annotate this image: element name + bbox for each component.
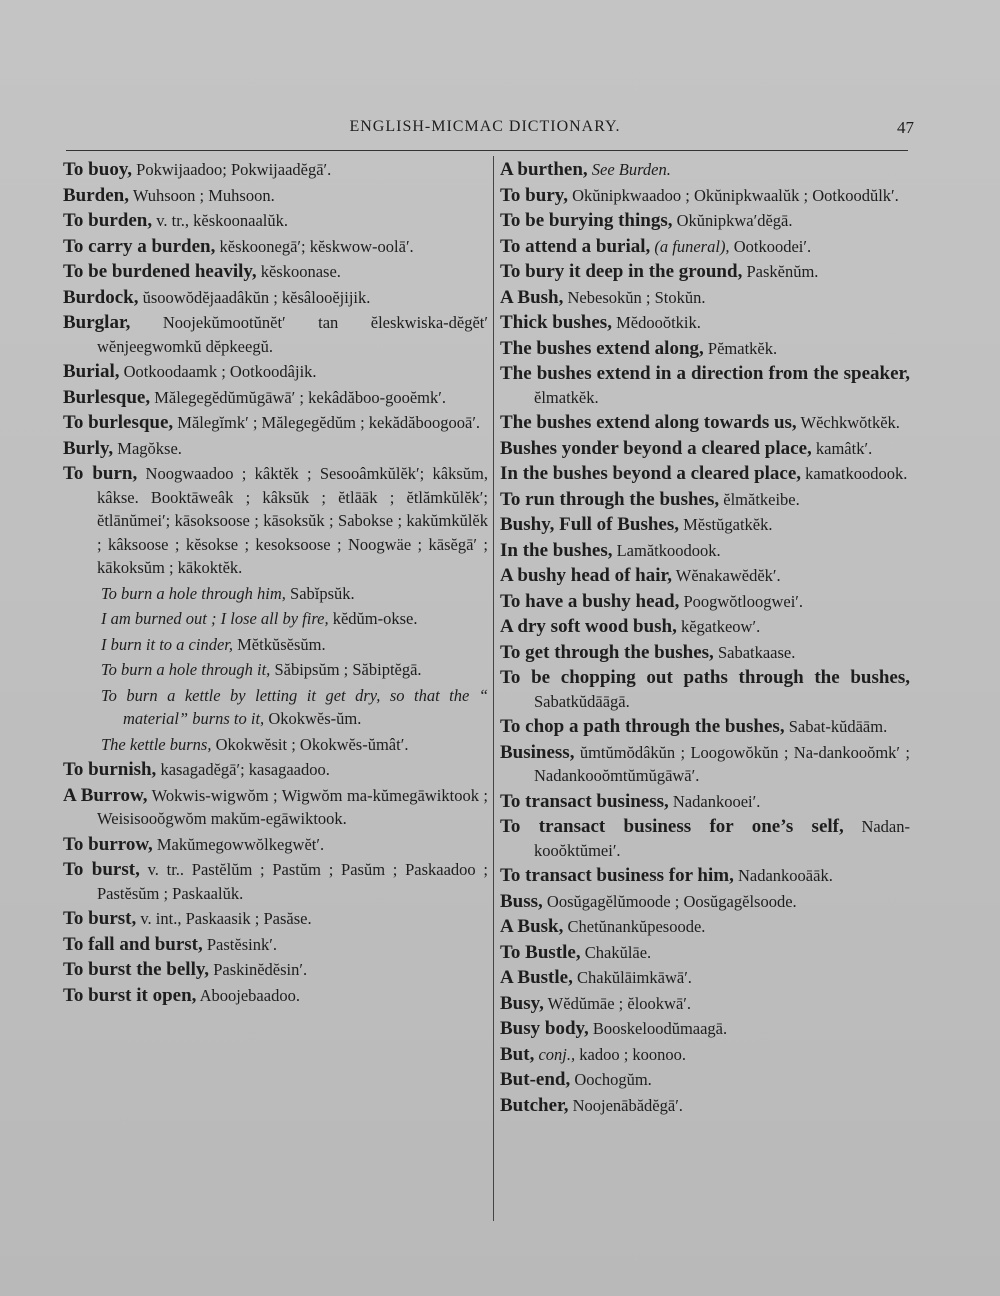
entry-headword: To be burying things,: [500, 210, 673, 231]
entry-definition: Pĕmatkĕk.: [703, 338, 778, 358]
dictionary-entry: [500, 1017, 910, 1041]
dictionary-entry: [500, 209, 910, 233]
entry-definition: Noogwaadoo ; kâktĕk ; Sesooâmkŭlĕk′; kâksŭm, kâkse. Booktāweâk ; kâksŭk ; ĕtlāāk ; ĕtlămkŭlĕk′; ĕtlānŭmei′; kāsoksoose ; kāsoksŭk ; Sabokse ; kakŭmkŭlĕk ; kâksoose ; kĕsokse ; kesoksoose ; Noogwäe ; kāsĕgā′ ; kākoksŭm ; kākoktĕk.: [97, 464, 489, 577]
entry-headword: Butcher,: [500, 1094, 569, 1116]
entry-definition: Oosŭgagĕlŭmoode ; Oosŭgagĕlsoode.: [542, 891, 797, 911]
entry-definition: Oochogŭm.: [570, 1070, 652, 1089]
entry-definition: Sabat-kŭdāām.: [784, 717, 888, 736]
entry-definition: Noojekŭmootŭnĕt′ tan ĕleskwiska-dĕgĕt′ wĕnjeegwomkŭ dĕpkeegŭ.: [97, 313, 488, 356]
dictionary-entry: [63, 984, 488, 1008]
entry-definition: Mĕtkŭsĕsŭm.: [233, 634, 326, 654]
entry-headword: Busy body,: [500, 1018, 589, 1039]
entry-definition: Aboojebaadoo.: [196, 985, 300, 1005]
entry-headword: To burlesque,: [63, 412, 174, 433]
dictionary-entry: [63, 958, 488, 982]
dictionary-entry: [500, 539, 910, 563]
entry-headword: To transact business,: [500, 790, 669, 812]
entry-headword: Burly,: [63, 437, 114, 459]
entry-headword: Burglar,: [63, 312, 131, 333]
entry-definition: Mălegegĕdŭmŭgāwā′ ; kekâdăboo-gooĕmk′.: [150, 387, 446, 407]
entry-definition: Pastĕsink′.: [202, 934, 277, 954]
entry-headword: To be chopping out paths through the bushes,: [500, 667, 910, 688]
dictionary-entry: [63, 462, 488, 580]
dictionary-entry: [500, 1068, 910, 1092]
entry-definition: Chakŭlāimkāwā′.: [572, 968, 692, 987]
dictionary-entry: [63, 658, 488, 682]
entry-definition: Paskĕnŭm.: [742, 262, 819, 281]
entry-definition: kĕskoonase.: [256, 262, 341, 281]
dictionary-entry: [63, 833, 488, 857]
entry-definition: Lamătkoodook.: [612, 540, 721, 560]
dictionary-entry: [500, 1094, 910, 1118]
entry-definition: Makŭmegowwŏlkegwĕt′.: [152, 834, 325, 854]
entry-definition: Okokwĕsit ; Okokwĕs-ŭmât′.: [211, 734, 409, 754]
dictionary-entry: [500, 815, 910, 862]
dictionary-entry: [500, 184, 910, 208]
entry-headword: A Bush,: [500, 286, 564, 308]
dictionary-entry: [63, 733, 488, 757]
entry-definition: Nadankooāāk.: [733, 866, 833, 885]
entry-definition: v. tr., kĕskoonaalŭk.: [152, 211, 289, 230]
entry-definition: Nadan-kooŏktŭmei′.: [534, 817, 911, 860]
entry-definition: Okŭnipkwa′dĕgā.: [672, 211, 793, 230]
dictionary-entry: [63, 235, 488, 259]
entry-definition: Booskeloodŭmaagā.: [588, 1019, 728, 1038]
entry-definition: Wokwis-wigwŏm ; Wigwŏm ma-kŭmegāwiktook ; Weisisooŏgwŏm makŭm-egāwiktook.: [97, 785, 488, 828]
entry-headword: To fall and burst,: [63, 933, 203, 955]
dictionary-entry: [500, 311, 910, 335]
entry-definition: Okŭnipkwaadoo ; Okŭnipkwaalŭk ; Ootkoodŭlk′.: [567, 185, 899, 205]
entry-headword: To burn,: [63, 463, 138, 484]
entry-italic-phrase: I burn it to a cinder,: [101, 634, 233, 654]
page-header: [60, 118, 914, 140]
dictionary-entry: [63, 184, 488, 208]
entry-headword: Burial,: [63, 361, 120, 382]
dictionary-entry: [500, 790, 910, 814]
dictionary-entry: [500, 590, 910, 614]
dictionary-entry: [63, 633, 488, 657]
entry-headword: To burden,: [63, 210, 153, 231]
entry-headword: To bury it deep in the ground,: [500, 261, 743, 282]
dictionary-entry: [500, 715, 910, 739]
page-number: 47: [897, 118, 914, 137]
header-rule: [66, 150, 908, 151]
entry-italic-phrase: See Burden.: [587, 160, 671, 179]
entry-headword: Burdock,: [63, 286, 139, 308]
entry-headword: Business,: [500, 741, 575, 763]
dictionary-entry: [63, 582, 488, 606]
entry-definition: ŭsoowŏdĕjaadâkŭn ; kĕsâlooĕjijik.: [138, 287, 371, 307]
dictionary-entry: [63, 209, 488, 233]
dictionary-entry: [500, 437, 910, 461]
entry-definition: kasagadĕgā′; kasagaadoo.: [156, 760, 330, 779]
dictionary-entry: [500, 362, 910, 409]
dictionary-entry: [500, 286, 910, 310]
dictionary-entry: [500, 158, 910, 182]
dictionary-entry: [63, 907, 488, 931]
dictionary-entry: [500, 966, 910, 990]
entry-headword: A burthen,: [500, 159, 588, 180]
dictionary-entry: [500, 462, 910, 486]
entry-headword: In the bushes,: [500, 539, 613, 561]
entry-headword: Bushes yonder beyond a cleared place,: [500, 437, 812, 459]
entry-definition: ŭmtŭmŏdâkŭn ; Loogowŏkŭn ; Na-dankooŏmk′ ; Nadankooŏmtŭmŭgāwā′.: [534, 742, 910, 785]
entry-definition: Wĕdŭmāe ; ĕlookwā′.: [543, 993, 692, 1013]
entry-italic-phrase: (a funeral),: [650, 236, 730, 256]
entry-definition: Sabĭpsŭk.: [285, 583, 355, 603]
dictionary-entry: [63, 260, 488, 284]
dictionary-entry: [63, 286, 488, 310]
dictionary-entry: [500, 411, 910, 435]
entry-definition: v. int., Paskaasik ; Pasăse.: [136, 909, 312, 928]
entry-definition: kadoo ; koonoo.: [575, 1044, 687, 1064]
entry-definition: Wĕchkwŏtkĕk.: [796, 413, 900, 432]
dictionary-entry: [63, 158, 488, 182]
running-title: ENGLISH-MICMAC DICTIONARY.: [349, 118, 621, 135]
entry-definition: kĕgatkeow′.: [676, 617, 761, 636]
entry-headword: Thick bushes,: [500, 312, 612, 333]
entry-definition: Săbipsŭm ; Săbiptĕgā.: [270, 660, 422, 679]
entry-headword: A Bustle,: [500, 967, 573, 988]
entry-headword: To get through the bushes,: [500, 641, 714, 663]
entry-headword: But,: [500, 1043, 535, 1065]
entry-definition: ĕlmătkeibe.: [719, 489, 800, 509]
entry-headword: To run through the bushes,: [500, 488, 720, 510]
entry-definition: Okokwĕs-ŭm.: [264, 709, 362, 728]
entry-headword: A Burrow,: [63, 784, 148, 806]
dictionary-entry: [63, 311, 488, 358]
entry-definition: kĕskoonegā′; kĕskwow-oolā′.: [215, 236, 414, 256]
right-column: [500, 158, 910, 1119]
dictionary-entry: [63, 858, 488, 905]
dictionary-entry: [500, 488, 910, 512]
entry-headword: To attend a burial,: [500, 235, 651, 257]
entry-definition: Ootkoodaamk ; Ootkoodâjik.: [119, 362, 317, 381]
entry-definition: Pokwijaadoo; Pokwijaadĕgā′.: [132, 160, 332, 179]
entry-headword: Burlesque,: [63, 386, 151, 408]
dictionary-entry: [500, 513, 910, 537]
entry-headword: To have a bushy head,: [500, 590, 680, 612]
dictionary-entry: [63, 411, 488, 435]
entry-definition: Wuhsoon ; Muhsoon.: [129, 185, 275, 205]
entry-definition: Wĕnakawĕdĕk′.: [671, 566, 781, 585]
dictionary-entry: [500, 941, 910, 965]
dictionary-entry: [63, 758, 488, 782]
dictionary-entry: [500, 864, 910, 888]
dictionary-entry: [63, 386, 488, 410]
dictionary-entry: [500, 337, 910, 361]
entry-headword: To burst the belly,: [63, 959, 210, 980]
dictionary-entry: [500, 915, 910, 939]
entry-headword: A bushy head of hair,: [500, 565, 672, 586]
entry-headword: Buss,: [500, 890, 543, 912]
dictionary-entry: [63, 360, 488, 384]
entry-definition: ĕlmatkĕk.: [534, 387, 599, 407]
dictionary-entry: [500, 564, 910, 588]
dictionary-entry: [500, 235, 910, 259]
entry-headword: To burnish,: [63, 759, 157, 780]
dictionary-entry: [63, 933, 488, 957]
entry-italic-phrase: conj.,: [534, 1044, 576, 1064]
entry-headword: To Bustle,: [500, 941, 581, 963]
entry-headword: Burden,: [63, 184, 129, 206]
entry-definition: Sabatkaase.: [713, 642, 796, 662]
entry-headword: To be burdened heavily,: [63, 261, 257, 282]
entry-headword: The bushes extend along,: [500, 337, 704, 359]
entry-headword: To chop a path through the bushes,: [500, 716, 785, 737]
entry-headword: To buoy,: [63, 159, 133, 180]
entry-headword: To transact business for one’s self,: [500, 816, 844, 837]
entry-headword: A Busk,: [500, 916, 564, 937]
dictionary-entry: [63, 684, 488, 731]
entry-headword: To carry a burden,: [63, 235, 216, 257]
entry-headword: The bushes extend along towards us,: [500, 412, 797, 433]
dictionary-entry: [63, 437, 488, 461]
entry-italic-phrase: The kettle burns,: [101, 734, 212, 754]
entry-headword: To burrow,: [63, 833, 153, 855]
dictionary-entry: [500, 641, 910, 665]
entry-definition: Sabatkŭdāāgā.: [534, 691, 630, 711]
entry-italic-phrase: To burn a kettle by letting it get dry, so that the “ material” burns to it,: [101, 685, 488, 728]
entry-definition: Mĕdooŏtkik.: [611, 313, 701, 332]
entry-headword: To transact business for him,: [500, 865, 734, 886]
dictionary-entry: [500, 1043, 910, 1067]
entry-definition: Chetŭnankŭpesoode.: [563, 917, 706, 936]
entry-definition: Ootkoodei′.: [729, 236, 812, 256]
entry-definition: Magŏkse.: [113, 438, 182, 458]
entry-italic-phrase: To burn a hole through him,: [101, 583, 286, 603]
dictionary-entry: [500, 260, 910, 284]
entry-headword: To burst,: [63, 859, 140, 880]
left-column: [63, 158, 488, 1009]
entry-definition: Mălegĭmk′ ; Mălegegĕdŭm ; kekădăboogooā′.: [173, 413, 481, 432]
dictionary-entry: [63, 607, 488, 631]
entry-definition: Nadankooei′.: [668, 791, 761, 811]
dictionary-entry: [500, 741, 910, 788]
entry-definition: kamatkoodook.: [801, 464, 908, 483]
dictionary-entry: [500, 615, 910, 639]
entry-definition: Noojenābădĕgā′.: [568, 1095, 683, 1115]
entry-headword: Bushy, Full of Bushes,: [500, 514, 679, 535]
entry-headword: To bury,: [500, 184, 568, 206]
entry-definition: kamâtk′.: [811, 438, 873, 458]
entry-definition: kĕdŭm-okse.: [328, 609, 418, 628]
entry-definition: Paskinĕdĕsin′.: [209, 960, 308, 979]
entry-italic-phrase: I am burned out ; I lose all by fire,: [101, 609, 329, 628]
entry-headword: The bushes extend in a direction from the speaker,: [500, 363, 910, 384]
entry-definition: Chakŭlāe.: [580, 942, 652, 962]
entry-italic-phrase: To burn a hole through it,: [101, 660, 271, 679]
dictionary-entry: [500, 890, 910, 914]
entry-headword: In the bushes beyond a cleared place,: [500, 463, 802, 484]
dictionary-entry: [500, 992, 910, 1016]
dictionary-entry: [500, 666, 910, 713]
entry-definition: Nebesokŭn ; Stokŭn.: [563, 287, 706, 307]
entry-headword: To burst it open,: [63, 984, 197, 1006]
entry-headword: Busy,: [500, 992, 544, 1014]
entry-definition: Mĕstŭgatkĕk.: [679, 515, 773, 534]
entry-definition: v. tr.. Pastĕlŭm ; Pastŭm ; Pasŭm ; Paskaadoo ; Pastĕsŭm ; Paskaalŭk.: [97, 860, 488, 903]
entry-headword: To burst,: [63, 908, 137, 929]
entry-definition: Poogwŏtloogwei′.: [679, 591, 804, 611]
entry-headword: But-end,: [500, 1069, 571, 1090]
dictionary-entry: [63, 784, 488, 831]
column-divider: [493, 156, 494, 1221]
entry-headword: A dry soft wood bush,: [500, 616, 677, 637]
